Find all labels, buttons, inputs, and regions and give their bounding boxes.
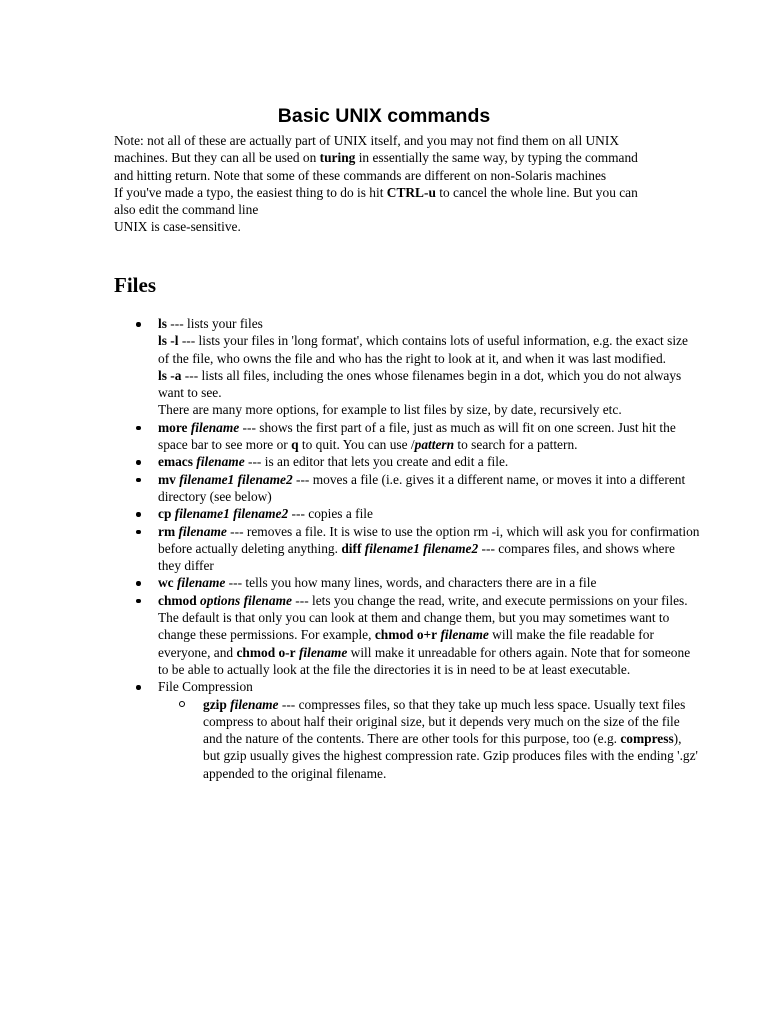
list-item-ls [158,315,700,419]
list-item-more [158,419,700,454]
list-item-cp [158,505,700,522]
command-description: --- copies a file [288,506,373,522]
command-name: chmod o-r [236,644,296,660]
key-q: q [291,437,299,453]
command-description: --- tells you how many lines, words, and characters there are in a file [225,575,597,591]
list-item-chmod [158,592,700,678]
list-item-gzip [203,696,700,782]
command-description: --- compares files, and shows where they differ [158,540,675,574]
list-item-rm [158,523,700,575]
command-name: more [158,419,188,435]
command-description: --- lists your files in 'long format', which contains lots of useful information, e.g. the exact size of the file, who owns the file and who has the right to look at it, and when it was last modified. [158,333,688,366]
command-argument: options filename [196,592,292,608]
command-name: diff [341,540,362,556]
command-description: --- moves a file (i.e. gives it a different name, or moves it into a different directory (see below) [158,471,686,504]
intro-paragraph-case: UNIX is case-sensitive. [114,219,241,235]
subsection-label: File Compression [158,679,253,695]
command-description: --- lists your files [166,316,263,331]
page-title: Basic UNIX commands [277,105,491,127]
command-description: --- lets you change the read, write, and execute permissions on your files. The default is that only you can look at them and change them, but you may sometimes want to change these permissions. For example, [158,592,688,643]
command-description: --- removes a file. It is wise to use the option rm -i, which will ask you for confirmation before actually deleting anything. [158,523,700,556]
turing-term: turing [319,150,356,166]
command-name: gzip [203,696,227,712]
intro-paragraph-typo [114,184,654,219]
command-argument: filename [192,454,245,470]
command-argument: filename [175,523,227,539]
intro-text: in essentially the same way, by typing the command and hitting return. Note that some of these commands are different on non-Solaris machines [114,150,638,183]
command-description: will make the file readable for everyone, and [158,627,654,660]
command-argument: filename1 filename2 [175,471,293,487]
command-name: ls -l [158,333,179,349]
command-description: ), but gzip usually gives the highest compression rate. Gzip produces files with the ending '.gz' appended to the original filename. [203,731,698,781]
command-description: --- is an editor that lets you create and edit a file. [244,454,509,470]
command-note: There are many more options, for example to list files by size, by date, recursively etc. [158,402,622,418]
command-description: --- compresses files, so that they take up much less space. Usually text files compress to about half their original size, but it depends very much on the size of the file and the nature of the contents. There are other tools for this purpose, too (e.g. [203,696,686,747]
command-name: chmod [158,592,197,608]
compression-command-list [158,696,700,782]
command-argument: filename [187,419,240,435]
command-argument: filename1 filename2 [361,540,479,556]
command-description: will make it unreadable for others again. Note that for someone to be able to actually look at the file the directories it is in need to be at least executable. [158,644,691,677]
files-command-list [114,315,700,782]
list-item-wc [158,574,700,591]
command-argument: filename [226,696,279,712]
command-description: to quit. You can use / [298,437,415,453]
command-name: ls [158,316,167,331]
intro-text: Note: not all of these are actually part of UNIX itself, and you may not find them on all UNIX machines. But they can all be used on [114,133,619,166]
command-name: emacs [158,454,193,470]
command-name: ls -a [158,367,182,383]
list-item-emacs [158,453,700,470]
section-heading-files: Files [114,273,156,297]
command-name: rm [158,523,176,539]
intro-text: If you've made a typo, the easiest thing to do is hit [114,184,387,200]
ctrl-u-key: CTRL-u [386,184,436,200]
command-argument: pattern [414,437,455,453]
list-item-mv [158,471,700,506]
command-description: --- lists all files, including the ones whose filenames begin in a dot, which you do not always want to see. [158,367,682,401]
command-argument: filename [295,644,348,660]
command-name: chmod o+r [374,627,438,643]
command-argument: filename [173,575,226,591]
command-name: cp [158,506,172,522]
command-name: wc [158,575,174,591]
command-argument: filename [437,627,489,643]
command-argument: filename1 filename2 [171,506,289,522]
list-item-file-compression [158,678,700,782]
command-description: --- shows the first part of a file, just as much as will fit on one screen. Just hit the space bar to see more or [158,419,676,453]
command-name: mv [158,471,176,487]
command-name: compress [620,731,674,747]
command-description: to search for a pattern. [454,437,578,453]
intro-paragraph-note [114,132,654,184]
intro-notes [114,132,654,236]
intro-text: to cancel the whole line. But you can also edit the command line [114,184,638,218]
